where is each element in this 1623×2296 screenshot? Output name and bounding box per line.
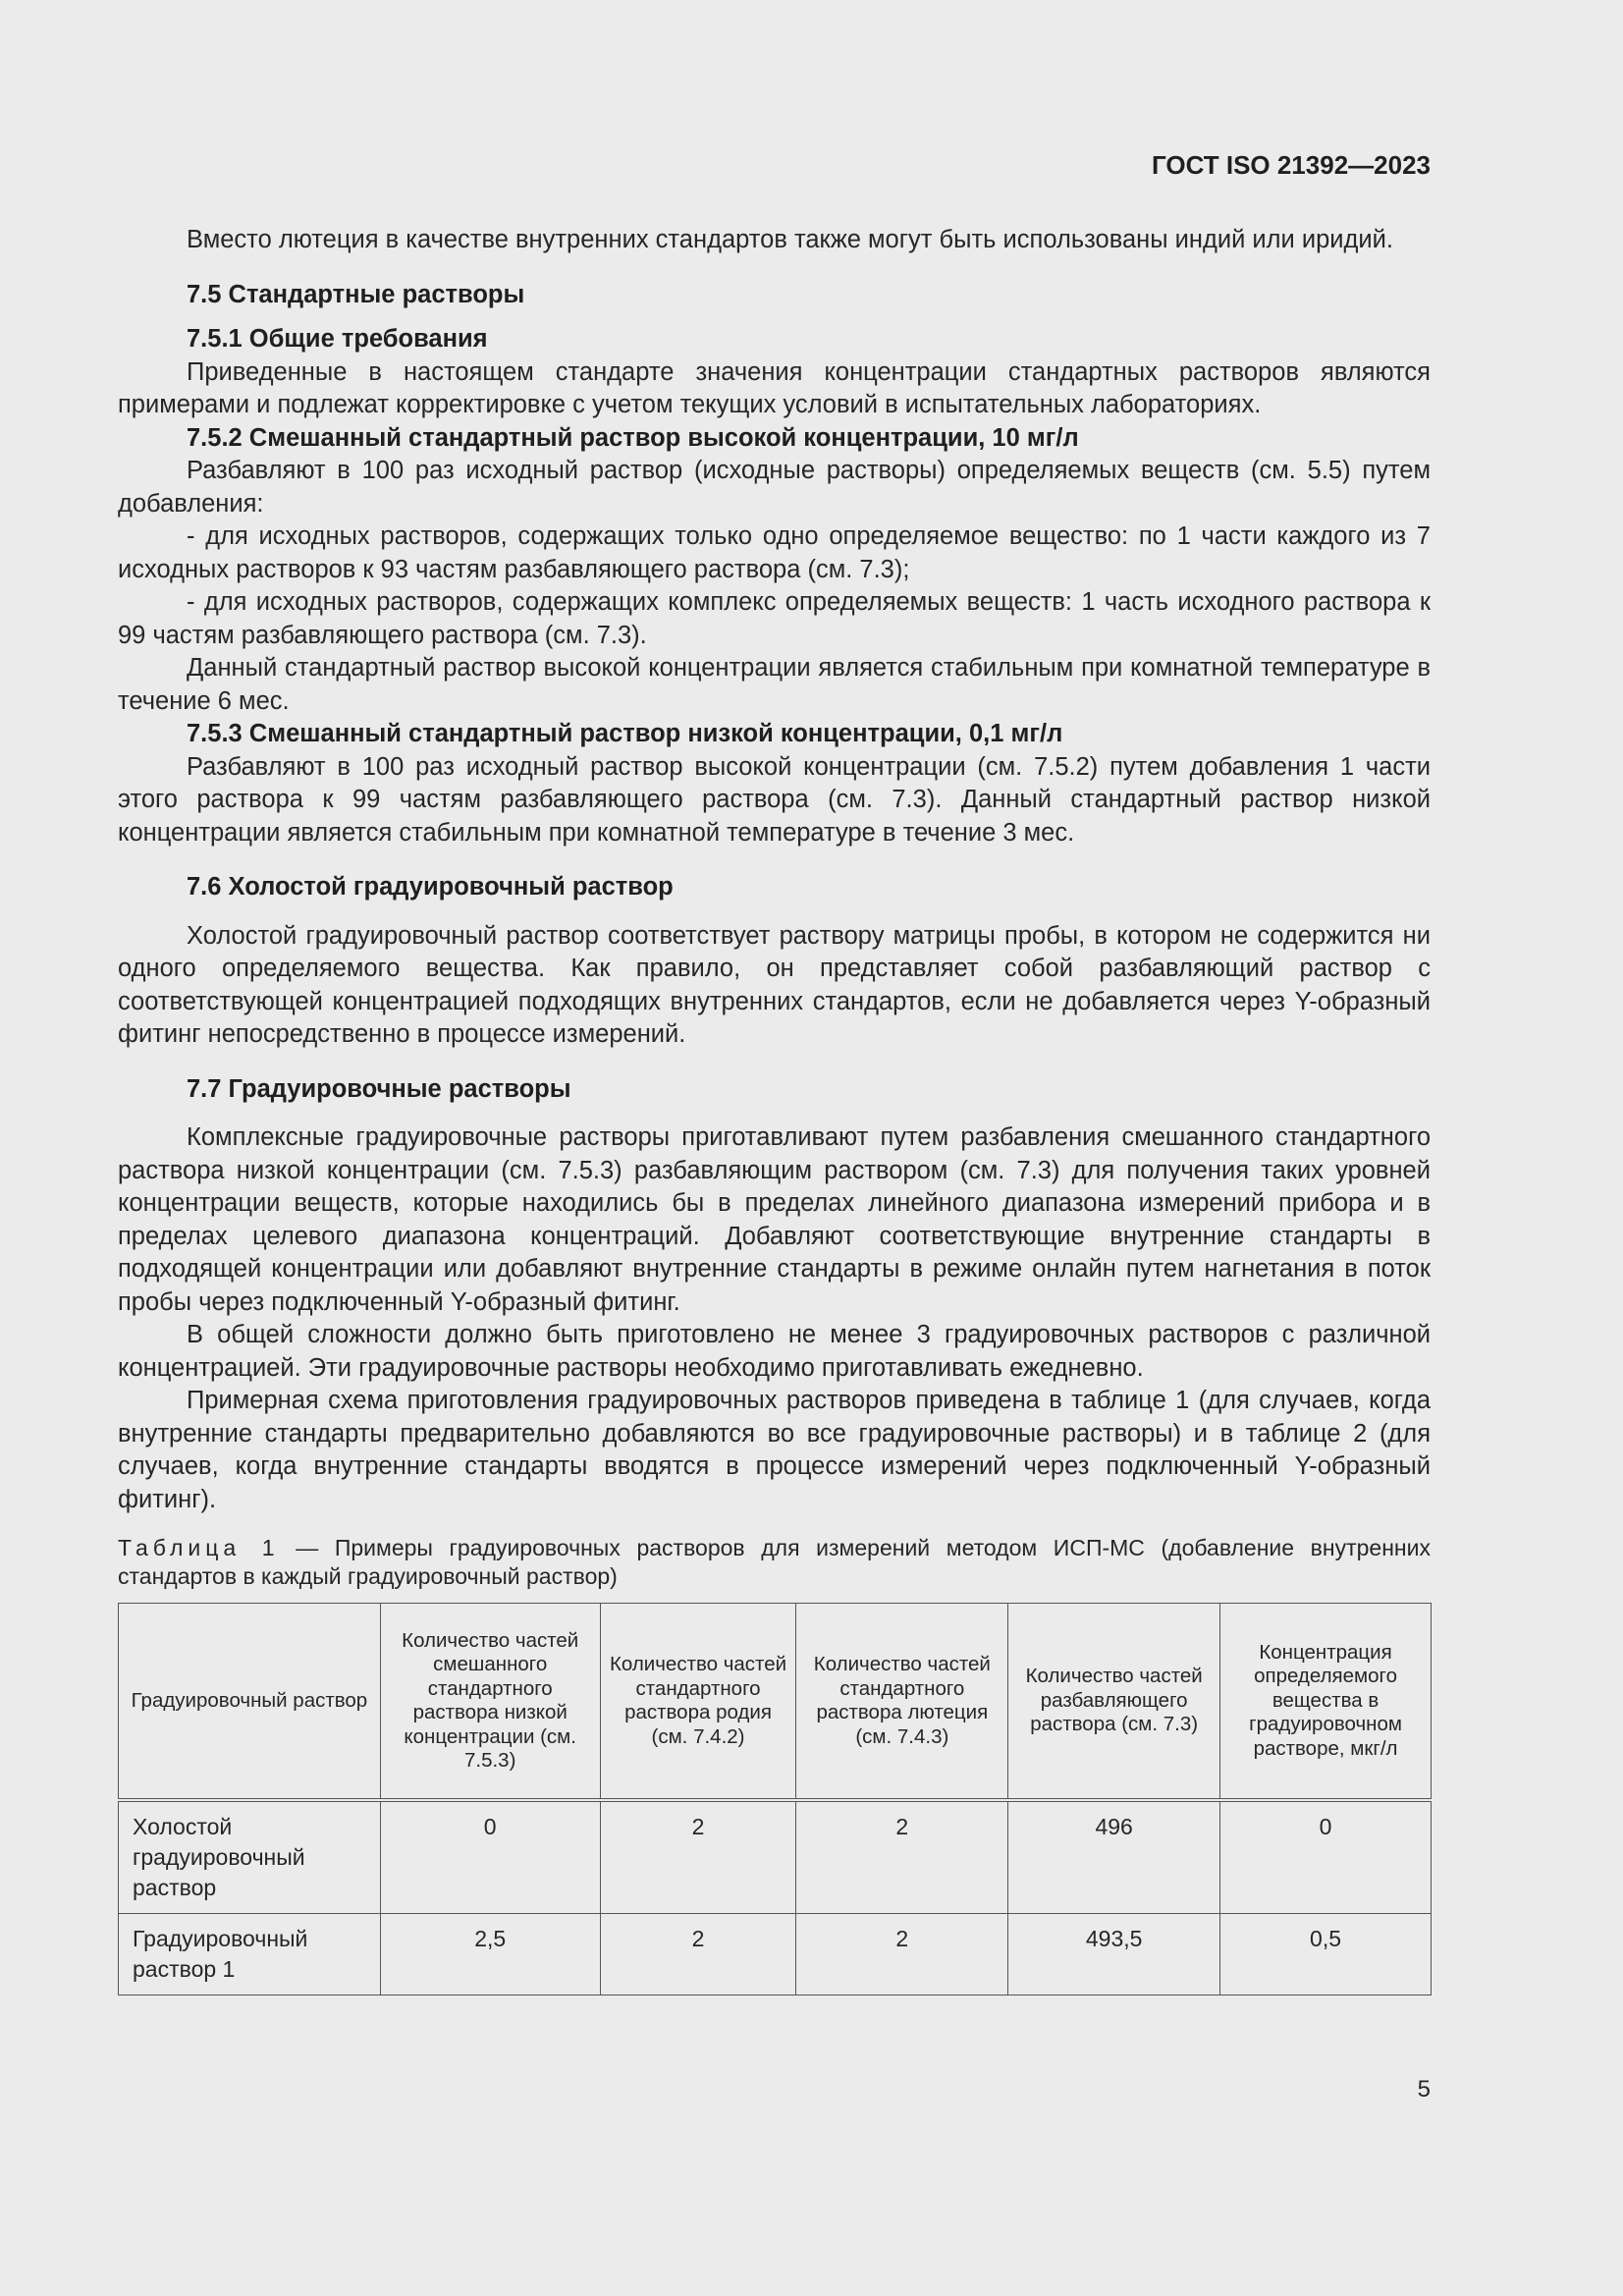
list-item: - для исходных растворов, содержащих комплекс определяемых веществ: 1 часть исходного раствора к 99 частям разбавляющего раствора (см. 7.3). [118, 588, 1431, 649]
paragraph: Приведенные в настоящем стандарте значения концентрации стандартных растворов являются примерами и подлежат корректировке с учетом текущих условий в испытательных лабораториях. [118, 357, 1431, 418]
table-cell: 493,5 [1008, 1914, 1220, 1995]
section-heading-7-5-1: 7.5.1 Общие требования [187, 325, 488, 353]
table-caption-label: Таблица 1 [118, 1535, 280, 1560]
table-header-cell: Количество частей смешанного стандартного раствора низкой концентрации (см. 7.5.3) [380, 1604, 600, 1801]
paragraph: Разбавляют в 100 раз исходный раствор (исходные растворы) определяемых веществ (см. 5.5) путем добавления: [118, 457, 1431, 518]
document-code: ГОСТ ISO 21392—2023 [1151, 150, 1431, 180]
table-cell: 0 [380, 1800, 600, 1914]
table-caption-text: — Примеры градуировочных растворов для измерений методом ИСП-МС (добавление внутренних стандартов в каждый градуировочный раствор) [118, 1535, 1431, 1589]
paragraph: Вместо лютеция в качестве внутренних стандартов также могут быть использованы индий или иридий. [187, 226, 1393, 253]
table-row [119, 1914, 1432, 1995]
list-item: - для исходных растворов, содержащих только одно определяемое вещество: по 1 части каждого из 7 исходных растворов к 93 частям разбавляющего раствора (см. 7.3); [118, 522, 1431, 583]
table-header-row [119, 1604, 1432, 1801]
table-cell: 0 [1220, 1800, 1432, 1914]
table-cell: 2 [796, 1914, 1008, 1995]
paragraph: В общей сложности должно быть приготовлено не менее 3 градуировочных растворов с различной концентрацией. Эти градуировочные растворы необходимо приготавливать ежедневно. [118, 1321, 1431, 1382]
table-cell: 2 [600, 1800, 796, 1914]
page-number: 5 [1417, 2076, 1431, 2103]
paragraph: Разбавляют в 100 раз исходный раствор высокой концентрации (см. 7.5.2) путем добавления 1 части этого раствора к 99 частям разбавляющего раствора (см. 7.3). Данный стандартный раствор низкой концентрации является стабильным при комнатной температуре в течение 3 мес. [118, 752, 1431, 847]
table-header-cell: Количество частей стандартного раствора лютеция (см. 7.4.3) [796, 1604, 1008, 1801]
section-heading-7-5: 7.5 Стандартные растворы [187, 280, 525, 308]
section-heading-7-7: 7.7 Градуировочные растворы [187, 1074, 571, 1103]
table-cell: 2 [600, 1914, 796, 1995]
table-header-cell: Количество частей разбавляющего раствора (см. 7.3) [1008, 1604, 1220, 1801]
calibration-table [118, 1603, 1432, 1995]
table-cell: Холостой градуировочный раствор [119, 1800, 381, 1914]
table-header-cell: Концентрация определяемого вещества в градуировочном растворе, мкг/л [1220, 1604, 1432, 1801]
section-heading-7-6: 7.6 Холостой градуировочный раствор [187, 873, 674, 901]
table-header-cell: Количество частей стандартного раствора родия (см. 7.4.2) [600, 1604, 796, 1801]
table-cell: 496 [1008, 1800, 1220, 1914]
table-cell: 2,5 [380, 1914, 600, 1995]
table-cell: 2 [796, 1800, 1008, 1914]
paragraph: Данный стандартный раствор высокой концентрации является стабильным при комнатной температуре в течение 6 мес. [118, 654, 1431, 715]
table-row [119, 1800, 1432, 1914]
section-heading-7-5-3: 7.5.3 Смешанный стандартный раствор низкой концентрации, 0,1 мг/л [187, 720, 1063, 747]
paragraph: Комплексные градуировочные растворы приготавливают путем разбавления смешанного стандартного раствора низкой концентрации (см. 7.5.3) разбавляющим раствором (см. 7.3) для получения таких уровней концентрации веществ, которые находились бы в пределах линейного диапазона измерений прибора и в пределах целевого диапазона концентраций. Добавляют соответствующие внутренние стандарты в подходящей концентрации или добавляют внутренние стандарты в режиме онлайн путем нагнетания в поток пробы через подключенный Y-образный фитинг. [118, 1123, 1431, 1316]
table-cell: 0,5 [1220, 1914, 1432, 1995]
section-heading-7-5-2: 7.5.2 Смешанный стандартный раствор высокой концентрации, 10 мг/л [187, 423, 1079, 452]
table-header-cell: Градуировочный раствор [119, 1604, 381, 1801]
paragraph: Примерная схема приготовления градуировочных растворов приведена в таблице 1 (для случаев, когда внутренние стандарты предварительно добавляются во все градуировочные растворы) и в таблице 2 (для случаев, когда внутренние стандарты вводятся в процессе измерений через подключенный Y-образный фитинг). [118, 1387, 1431, 1513]
table-cell: Градуировочный раствор 1 [119, 1914, 381, 1995]
document-body [118, 224, 1431, 1995]
table-caption [118, 1534, 1431, 1591]
paragraph: Холостой градуировочный раствор соответствует раствору матрицы пробы, в котором не содержится ни одного определяемого вещества. Как правило, он представляет собой разбавляющий раствор с соответствующей концентрацией подходящих внутренних стандартов, если не добавляется через Y-образный фитинг непосредственно в процессе измерений. [118, 921, 1431, 1048]
